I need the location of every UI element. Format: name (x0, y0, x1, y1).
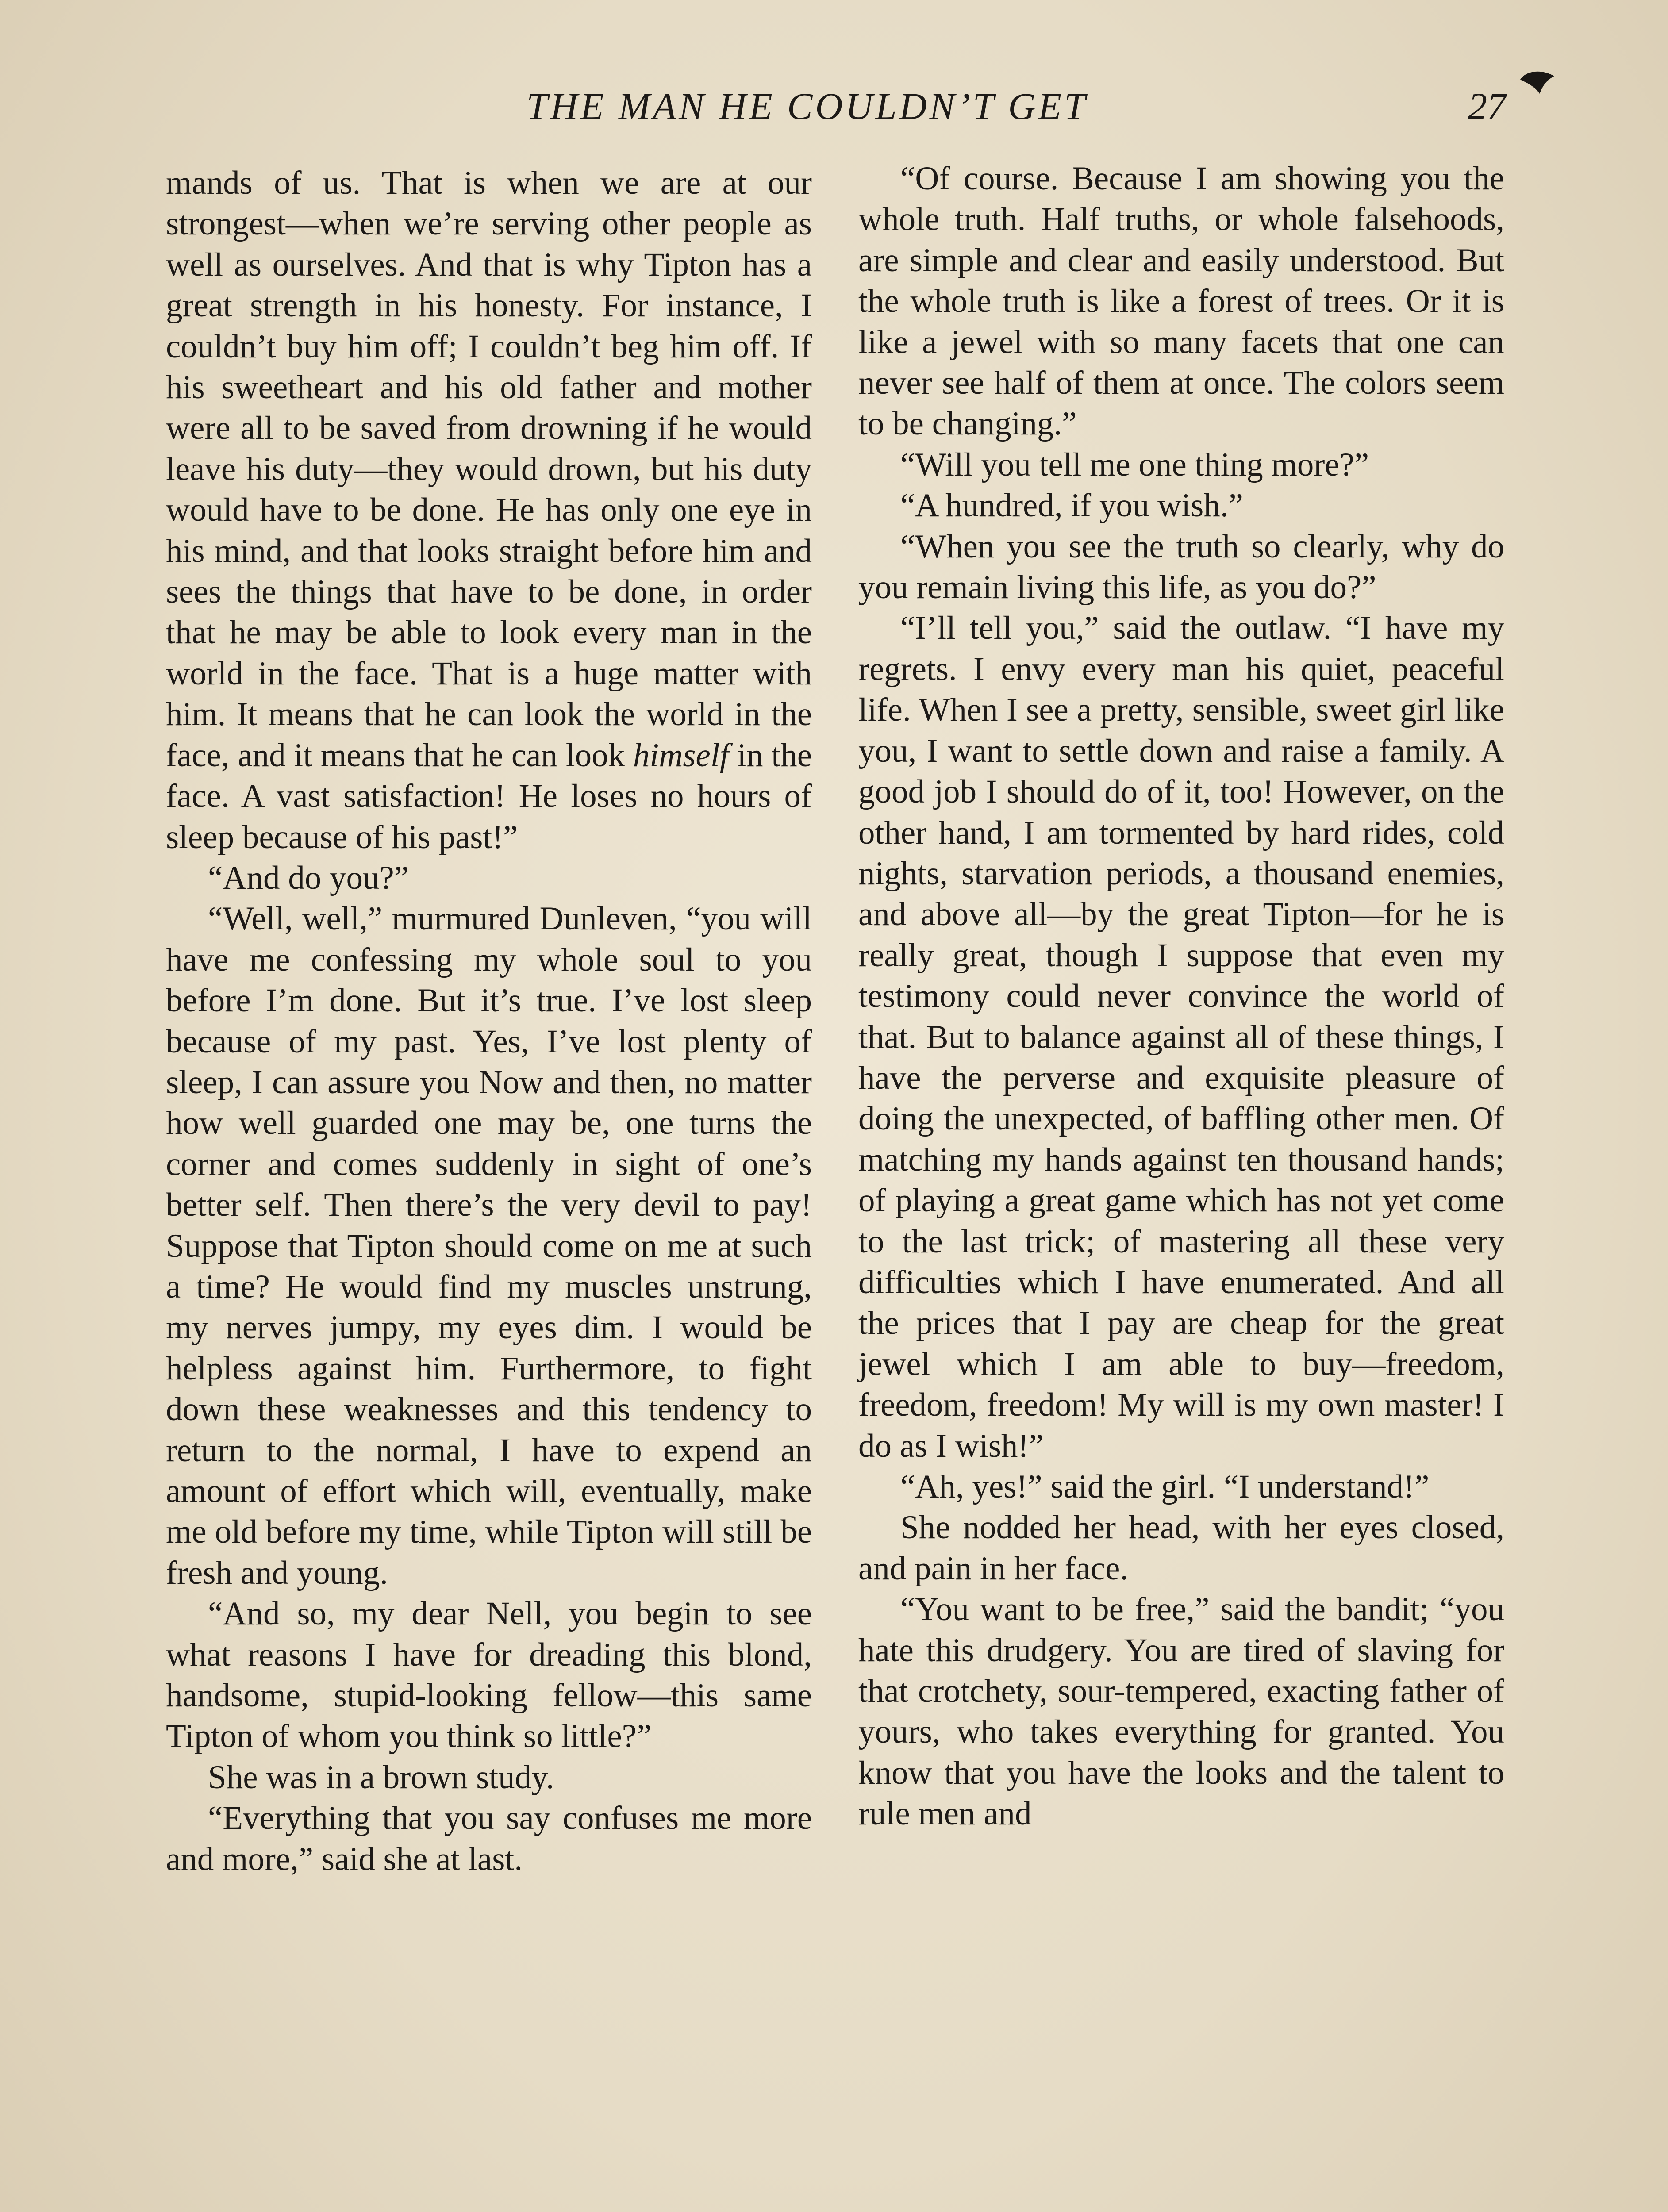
paragraph: “Everything that you say confuses me more and more,” said she at last. (166, 1800, 812, 1878)
paragraph-text: mands of us. That is when we are at our strongest—when we’re serving other people as well as ourselves. And that is why Tipton has a great strength in his honesty. For instance, I couldn’t buy him off; I couldn’t beg him off. If his sweetheart and his old father and mother were all to be saved from drowning if he would leave his duty—they would drown, but his duty would have to be done. He has only one eye in his mind, and that looks straight before him and sees the things that have to be done, in order that he may be able to look every man in the world in the face. That is a huge matter with him. It means that he can look the world in the face, and it means that he can look (166, 165, 812, 774)
right-column (858, 158, 1504, 1835)
paragraph: “Ah, yes!” said the girl. “I understand!” (900, 1468, 1430, 1505)
left-column (166, 163, 812, 1880)
paragraph: “Well, well,” murmured Dunleven, “you will have me confessing my whole soul to you before I’m done. But it’s true. I’ve lost sleep because of my past. Yes, I’ve lost plenty of sleep, I can assure you Now and then, no matter how well guarded one may be, one turns the corner and comes suddenly in sight of one’s better self. Then there’s the very devil to pay! Suppose that Tipton should come on me at such a time? He would find my muscles unstrung, my nerves jumpy, my eyes dim. I would be helpless against him. Furthermore, to fight down these weaknesses and this tendency to return to the normal, I have to expend an amount of effort which will, eventually, make me old before my time, while Tipton will still be fresh and young. (166, 900, 812, 1591)
paragraph (166, 163, 812, 858)
emphasis-text: himself (633, 737, 729, 774)
page-number: 27 (1468, 85, 1506, 127)
paragraph: “You want to be free,” said the bandit; “you hate this drudgery. You are tired of slaving for that crotchety, sour-tempered, exacting father of yours, who takes everything for granted. You know that you have the looks and the talent to rule men and (858, 1591, 1504, 1832)
paragraph: “A hundred, if you wish.” (900, 487, 1243, 524)
paragraph-text: in the face. A vast satisfaction! He loses no hours of sleep because of his past!” (166, 737, 812, 856)
paragraph: She was in a brown study. (208, 1759, 554, 1796)
paragraph: “Of course. Because I am showing you the whole truth. Half truths, or whole falsehoods, are simple and clear and easily understood. But the whole truth is like a forest of trees. Or it is like a jewel with so many facets that one can never see half of them at once. The colors seem to be changing.” (858, 160, 1504, 442)
paragraph: “And do you?” (208, 859, 409, 896)
paragraph: “I’ll tell you,” said the outlaw. “I have my regrets. I envy every man his quiet, peaceful life. When I see a pretty, sensible, sweet girl like you, I want to settle down and raise a family. A good job I should do of it, too! However, on the other hand, I am tormented by hard rides, cold nights, starvation periods, a thousand enemies, and above all—by the great Tipton—for he is really great, though I suppose that even my testimony could never convince the world of that. But to balance against all of these things, I have the perverse and exquisite pleasure of doing the unexpected, of baffling other men. Of matching my hands against ten thousand hands; of playing a great game which has not yet come to the last trick; of mastering all these very difficulties which I have enumerated. And all the prices that I pay are cheap for the great jewel which I am able to buy—freedom, freedom, freedom! My will is my own master! I do as I wish!” (858, 610, 1504, 1464)
paragraph: “When you see the truth so clearly, why do you remain living this life, as you do?” (858, 528, 1504, 606)
paragraph: “And so, my dear Nell, you begin to see what reasons I have for dreading this blond, handsome, stupid-looking fellow—this same Tipton of whom you think so little?” (166, 1595, 812, 1755)
running-head: THE MAN HE COULDN’T GET (527, 85, 1088, 127)
paragraph: “Will you tell me one thing more?” (900, 446, 1369, 483)
paragraph: She nodded her head, with her eyes closed, and pain in her face. (858, 1509, 1504, 1587)
ink-blot-icon (1517, 66, 1557, 97)
